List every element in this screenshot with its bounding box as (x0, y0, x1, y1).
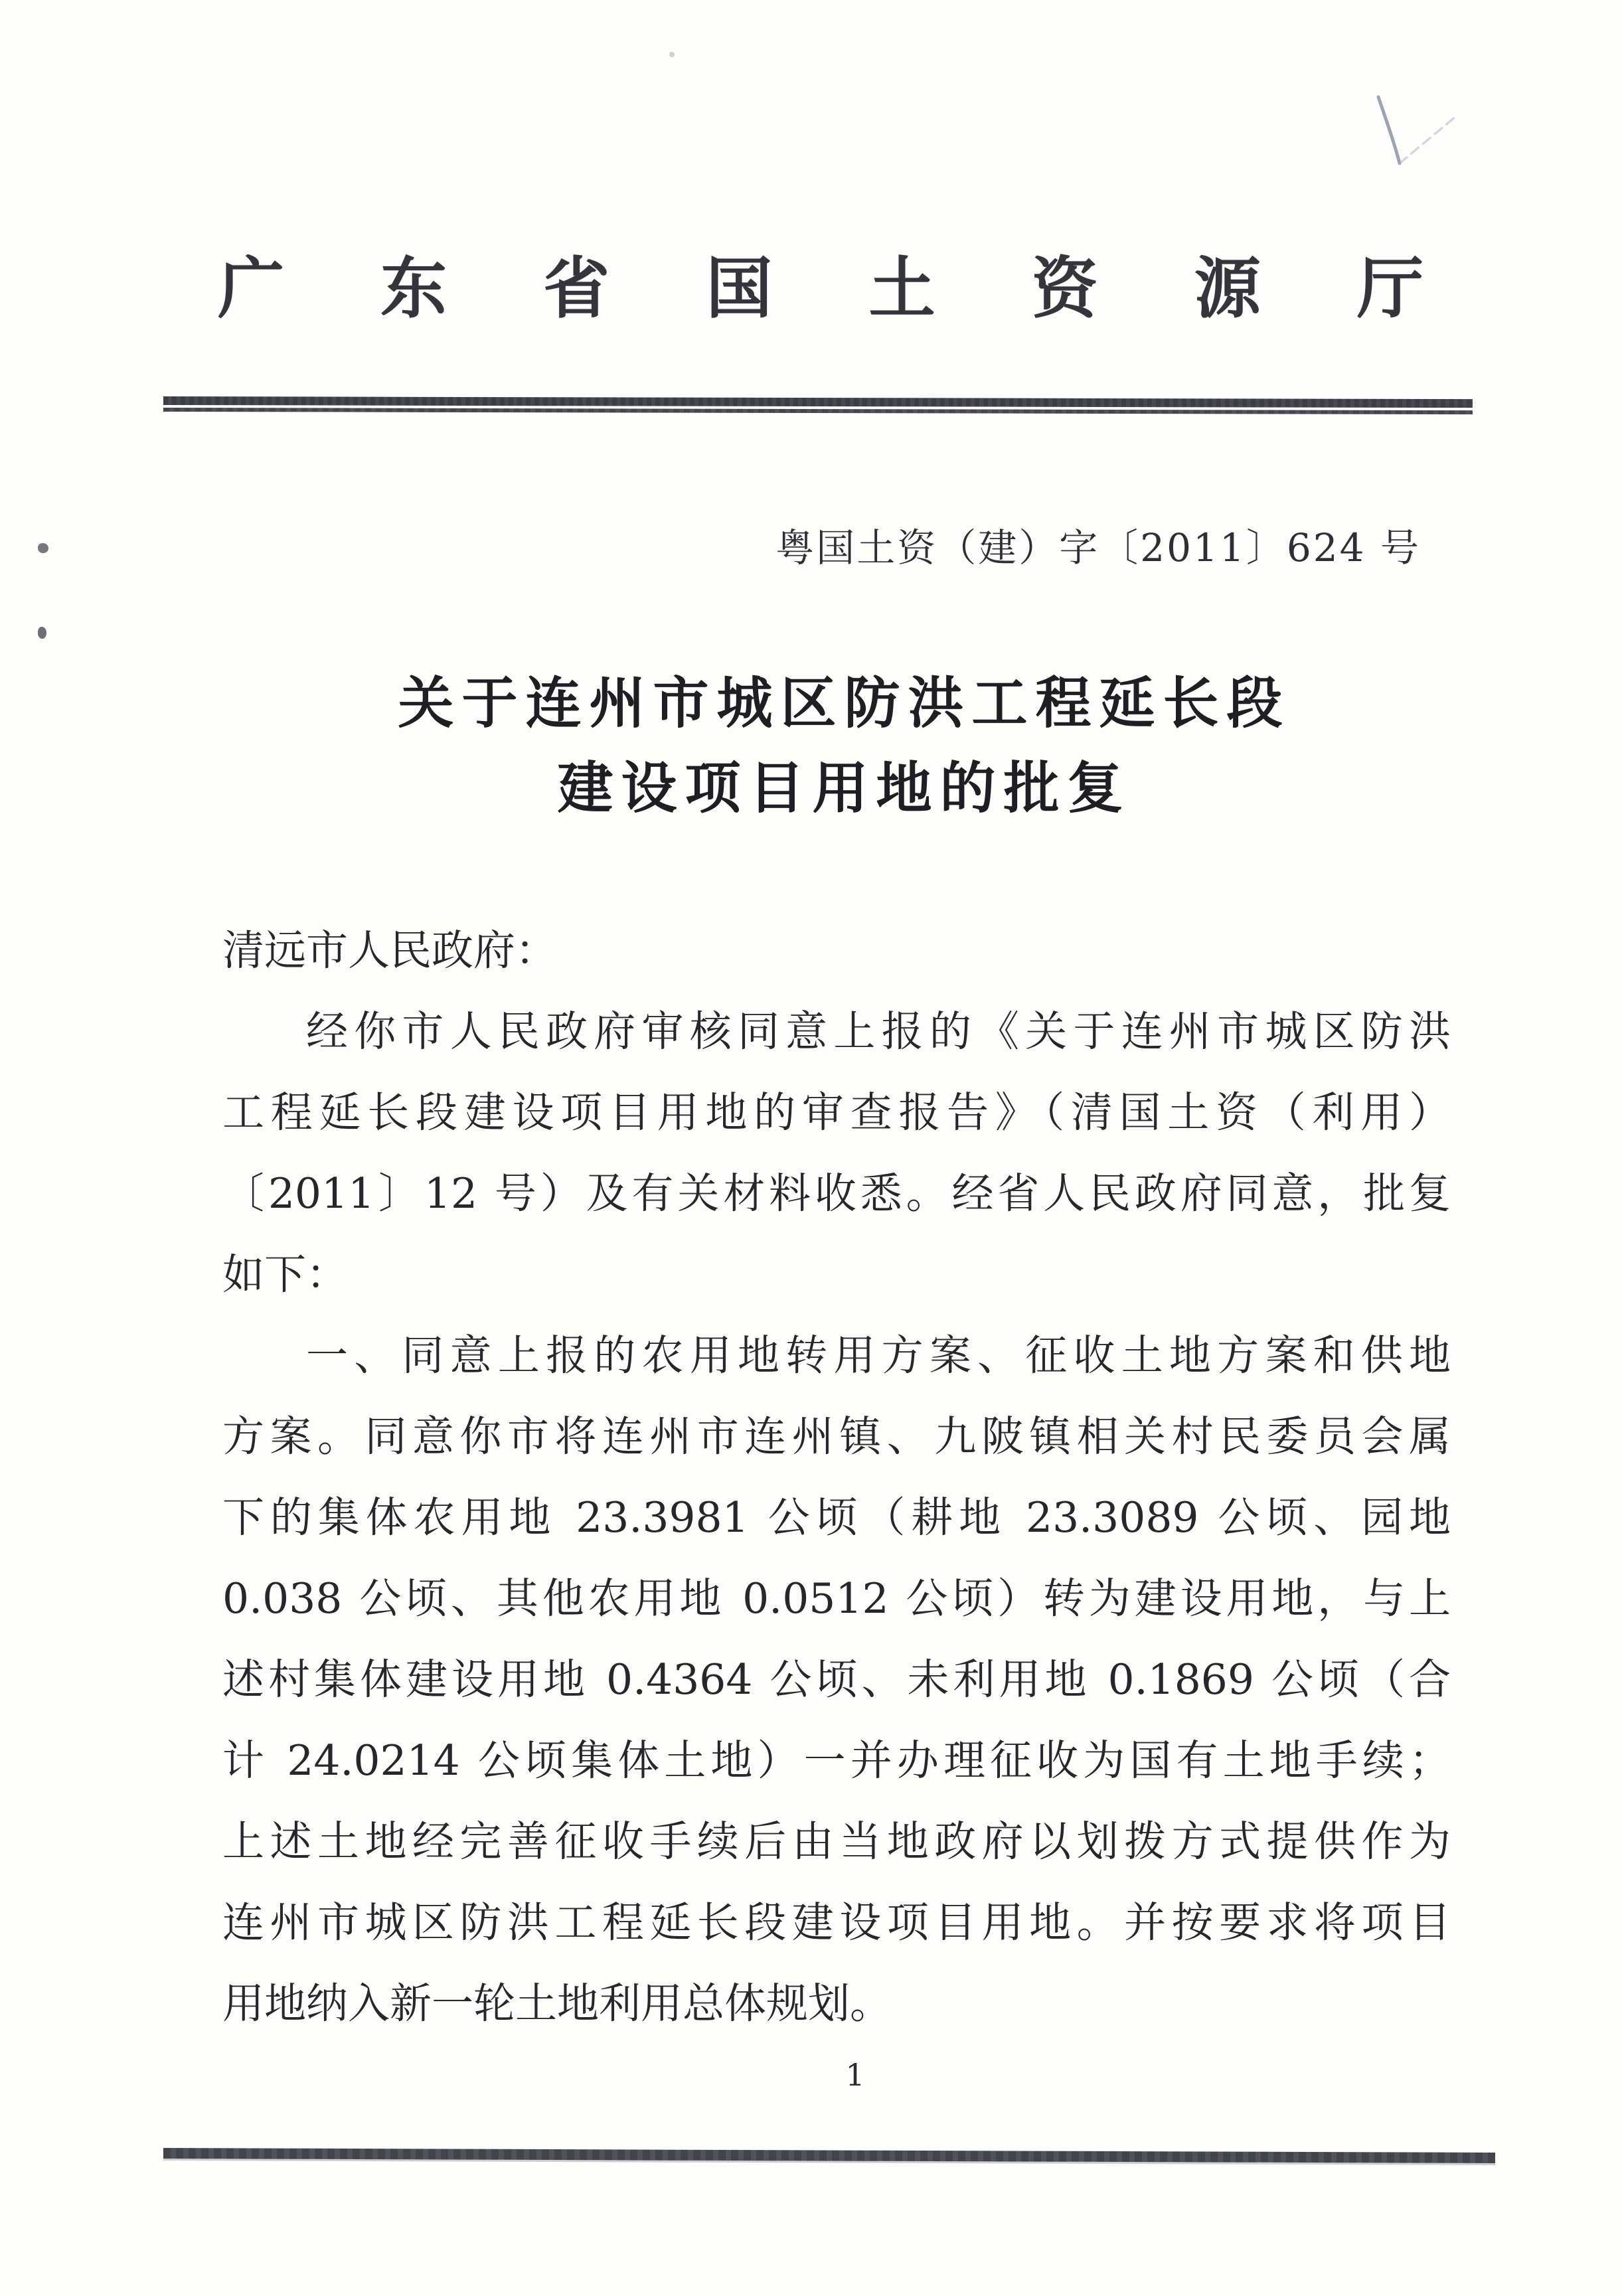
scan-speck (669, 52, 675, 57)
body-line: 经你市人民政府审核同意上报的《关于连州市城区防洪 (306, 1007, 1451, 1056)
letterhead-char: 厅 (1356, 249, 1423, 327)
body-line-salutation: 清远市人民政府： (222, 926, 557, 975)
body-line: 用地纳入新一轮土地利用总体规划。 (222, 1979, 892, 2028)
document-title-line1: 关于连州市城区防洪工程延长段 (398, 671, 1291, 736)
document-title (66, 661, 1622, 831)
document-body (222, 910, 1451, 2044)
body-line: 方案。同意你市将连州市连州镇、九陂镇相关村民委员会属 (222, 1412, 1451, 1461)
body-line: 工程延长段建设项目用地的审查报告》（清国土资（利用） (222, 1088, 1451, 1137)
body-line: 如下： (222, 1250, 348, 1299)
letterhead-char: 省 (543, 249, 610, 327)
letterhead-char: 广 (218, 249, 284, 327)
footer-rule (163, 2148, 1495, 2163)
document-number: 粤国土资（建）字〔2011〕624 号 (775, 525, 1421, 570)
body-line: 计 24.0214 公顷集体土地）一并办理征收为国有土地手续； (222, 1736, 1451, 1785)
body-line: 述村集体建设用地 0.4364 公顷、未利用地 0.1869 公顷（合 (222, 1655, 1451, 1704)
body-line: 0.038 公顷、其他农用地 0.0512 公顷）转为建设用地，与上 (222, 1574, 1451, 1623)
letterhead-char: 源 (1194, 249, 1261, 327)
scan-speck (38, 627, 46, 639)
letterhead-char: 东 (380, 249, 447, 327)
body-line: 下的集体农用地 23.3981 公顷（耕地 23.3089 公顷、园地 (222, 1493, 1451, 1542)
page-number: 1 (845, 2057, 865, 2093)
body-line: 一、同意上报的农用地转用方案、征收土地方案和供地 (306, 1331, 1451, 1380)
letterhead-char: 土 (868, 249, 935, 327)
rule-thick-line (163, 396, 1473, 408)
letterhead-char: 国 (706, 249, 773, 327)
letterhead-agency-name (218, 247, 1423, 330)
letterhead-char: 资 (1031, 249, 1098, 327)
pen-checkmark (1354, 78, 1481, 188)
body-line: 〔2011〕12 号）及有关材料收悉。经省人民政府同意，批复 (222, 1169, 1451, 1218)
body-line: 上述土地经完善征收手续后由当地政府以划拨方式提供作为 (222, 1817, 1451, 1866)
scan-speck (38, 543, 48, 553)
document-title-line2: 建设项目用地的批复 (557, 756, 1131, 821)
letterhead-double-rule (163, 396, 1473, 414)
rule-thin-line (163, 408, 1473, 414)
body-line: 连州市城区防洪工程延长段建设项目用地。并按要求将项目 (222, 1898, 1451, 1947)
